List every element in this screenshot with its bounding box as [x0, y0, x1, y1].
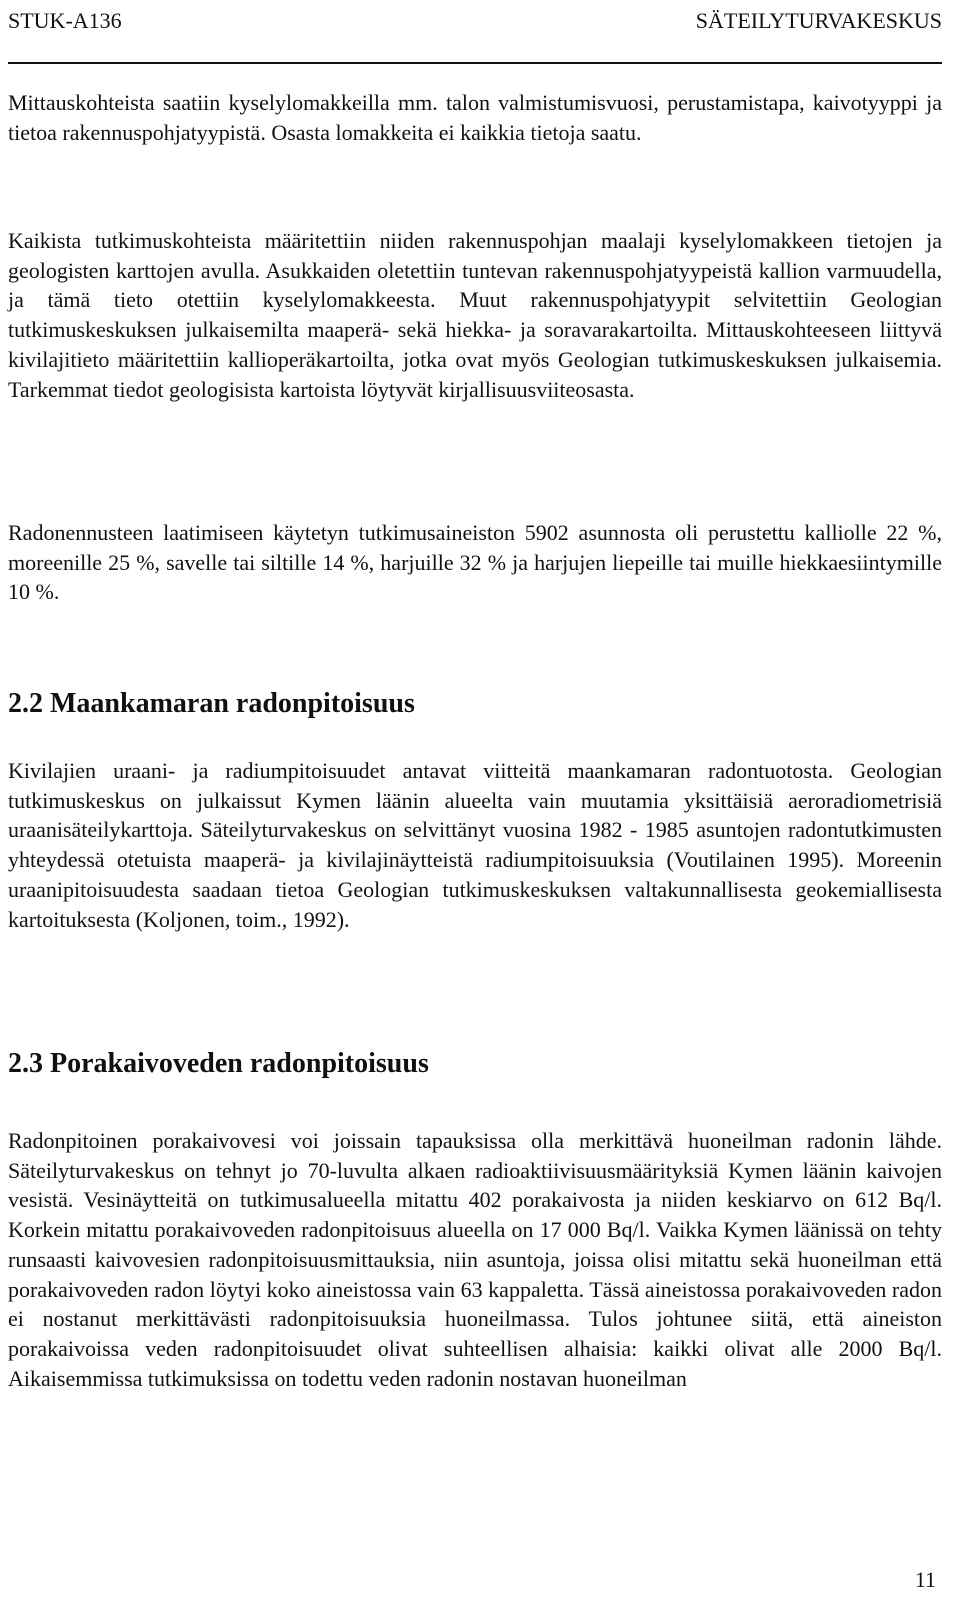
paragraph-questionnaire: Mittauskohteista saatiin kyselylomakkeilla mm. talon valmistumisvuosi, perustamistapa, kaivotyyppi ja tietoa rakennuspohjatyypistä. Osasta lomakkeita ei kaikkia tietoja saatu.	[8, 90, 942, 145]
running-header	[8, 6, 942, 36]
publisher-name: SÄTEILYTURVAKESKUS	[695, 8, 942, 33]
section-heading-2-2: 2.2 Maankamaran radonpitoisuus	[8, 688, 415, 719]
report-code: STUK-A136	[8, 8, 122, 33]
page-number: 11	[914, 1567, 936, 1592]
paragraph-soil-type: Kaikista tutkimuskohteista määritettiin niiden rakennuspohjan maalaji kyselylomakkeen tietojen ja geologisten karttojen avulla. Asukkaiden oletettiin tuntevan rakennuspohjatyypeistä kallion varmuudella, ja tämä tieto otettiin kyselylomakkeesta. Muut rakennuspohjatyypit selvitettiin Geologian tutkimuskeskuksen julkaisemilta maaperä- sekä hiekka- ja soravarakartoilta. Mittauskohteeseen liittyvä kivilajitieto määritettiin kallioperäkartoilta, jotka ovat myös Geologian tutkimuskeskuksen julkaisemia. Tarkemmat tiedot geologisista kartoista löytyvät kirjallisuusviiteosasta.	[8, 228, 942, 402]
paragraph-radon-forecast-data: Radonennusteen laatimiseen käytetyn tutkimusaineiston 5902 asunnosta oli perustettu kalliolle 22 %, moreenille 25 %, savelle tai siltille 14 %, harjuille 32 % ja harjujen liepeille tai muille hiekkaesiintymille 10 %.	[8, 520, 942, 605]
header-divider	[8, 62, 942, 64]
paragraph-ground-radon: Kivilajien uraani- ja radiumpitoisuudet antavat viitteitä maankamaran radontuotosta. Geologian tutkimuskeskus on julkaissut Kymen läänin alueelta vain muutamia yksittäisiä aeroradiometrisiä uraanisäteilykarttoja. Säteilyturvakeskus on selvittänyt vuosina 1982 - 1985 asuntojen radontutkimusten yhteydessä otetuista maaperä- ja kivilajinäytteistä radiumpitoisuuksia (Voutilainen 1995). Moreenin uraanipitoisuudesta saadaan tietoa Geologian tutkimuskeskuksen valtakunnallisesta geokemiallisesta kartoituksesta (Koljonen, toim., 1992).	[8, 758, 942, 932]
section-heading-2-3: 2.3 Porakaivoveden radonpitoisuus	[8, 1048, 429, 1079]
paragraph-well-water-radon: Radonpitoinen porakaivovesi voi joissain tapauksissa olla merkittävä huoneilman radonin lähde. Säteilyturvakeskus on tehnyt jo 70-luvulta alkaen radioaktiivisuusmäärityksiä Kymen läänin kaivojen vesistä. Vesinäytteitä on tutkimusalueella mitattu 402 porakaivosta ja niiden keskiarvo on 612 Bq/l. Korkein mitattu porakaivoveden radonpitoisuus alueella on 17 000 Bq/l. Vaikka Kymen läänissä on tehty runsaasti kaivovesien radonpitoisuusmittauksia, niin asuntoja, joissa olisi mitattu sekä huoneilman että porakaivoveden radon löytyi koko aineistossa vain 63 kappaletta. Tässä aineistossa porakaivoveden radon ei nostanut merkittävästi radonpitoisuuksia huoneilmassa. Tulos johtunee siitä, että aineiston porakaivoissa veden radonpitoisuudet olivat suhteellisen alhaisia: kaikki olivat alle 2000 Bq/l. Aikaisemmissa tutkimuksissa on todettu veden radonin nostavan huoneilman	[8, 1128, 942, 1391]
